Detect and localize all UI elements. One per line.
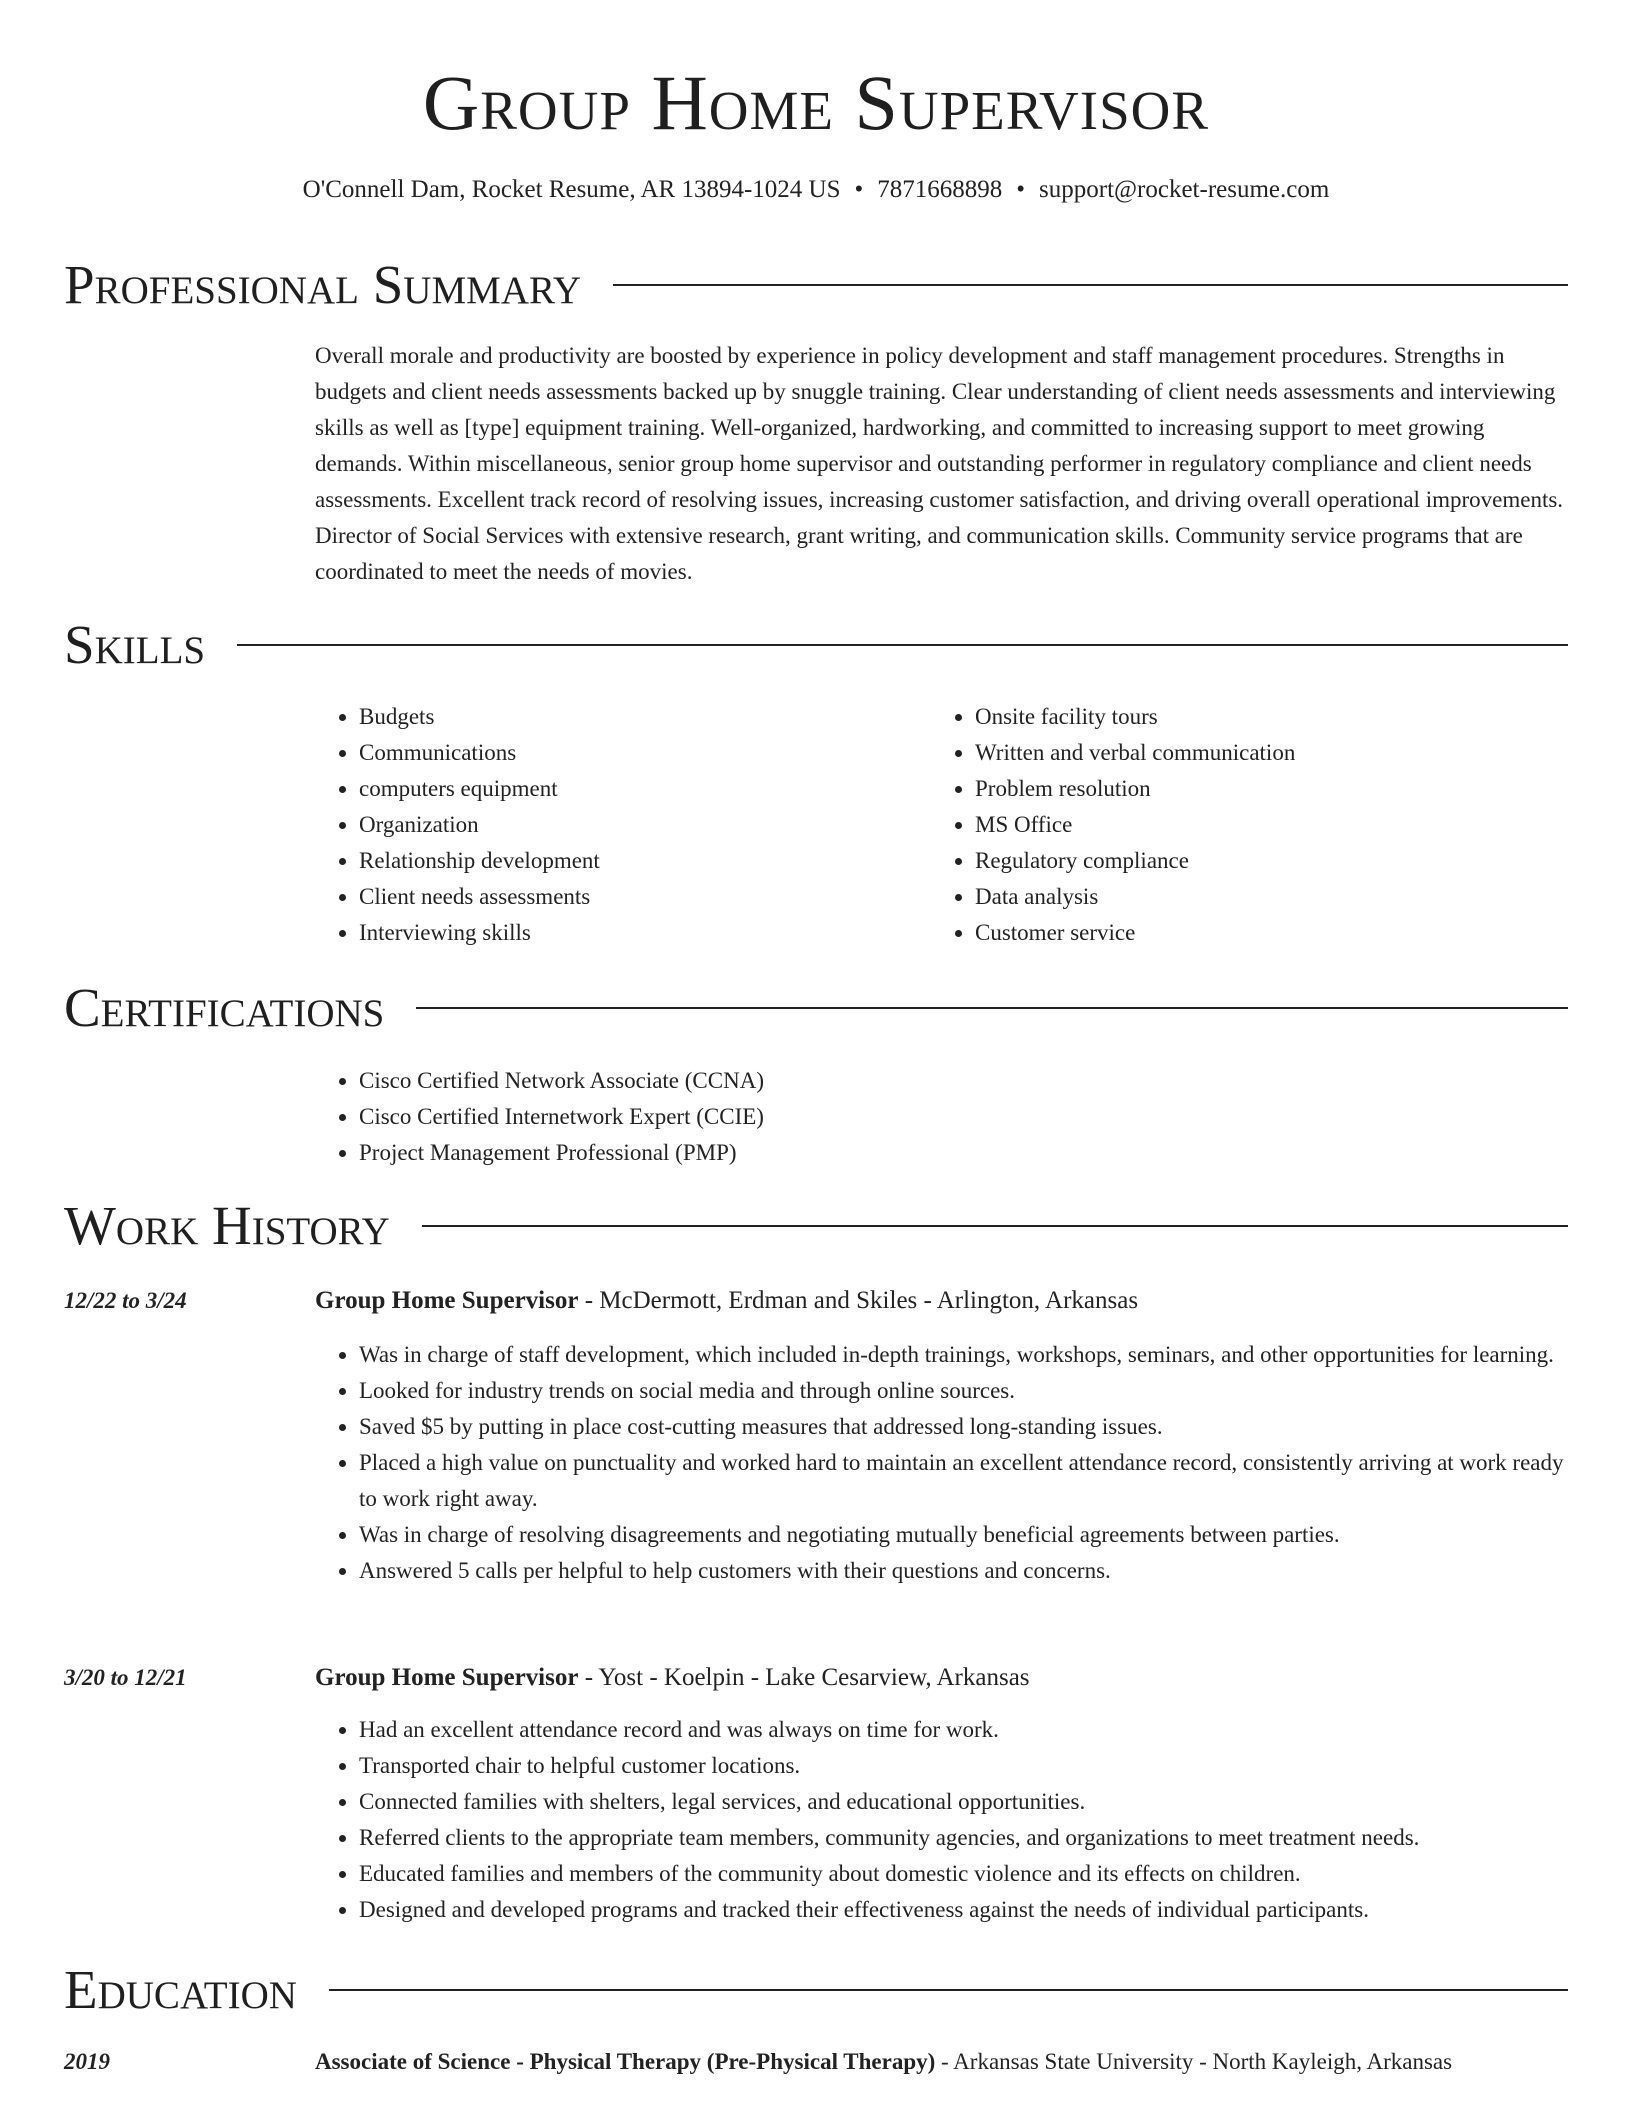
summary-text: Overall morale and productivity are boosted by experience in policy development and staff management procedures. Strengths in budgets and client needs assessments backed up by snuggle training. Clear understanding of client needs assessments and interviewing skills as well as [type] equipment training. Well-organized, hardworking, and committed to increasing support to meet growing demands. Within miscellaneous, senior group home supervisor and outstanding performer in regulatory compliance and client needs assessments. Excellent track record of resolving issues, increasing customer satisfaction, and driving overall operational improvements. Director of Social Services with extensive research, grant writing, and communication skills. Community service programs that are coordinated to meet the needs of movies. bbox=[315, 343, 1564, 584]
job-details: - Yost - Koelpin - Lake Cesarview, Arkansas bbox=[578, 1664, 1030, 1691]
section-heading-certifications bbox=[64, 976, 1568, 1040]
list-item: • Cisco Certified Network Associate (CCNA) bbox=[359, 1063, 1571, 1099]
job-title: Group Home Supervisor bbox=[315, 1287, 579, 1314]
email: support@rocket-resume.com bbox=[1039, 176, 1330, 203]
section-heading-skills bbox=[64, 613, 1568, 677]
list-item: • Educated families and members of the community about domestic violence and its effects on children. bbox=[359, 1856, 1571, 1892]
list-item: • Relationship development bbox=[359, 843, 915, 879]
certifications-list bbox=[315, 1063, 1571, 1171]
job-bullet-list bbox=[315, 1712, 1571, 1928]
list-item: • Customer service bbox=[975, 915, 1531, 951]
education-year: 2019 bbox=[64, 2049, 110, 2074]
job-bullets bbox=[315, 1337, 1571, 1589]
list-item: • Organization bbox=[359, 807, 915, 843]
phone: 7871668898 bbox=[877, 176, 1003, 203]
separator-dot: • bbox=[1016, 176, 1026, 203]
list-item: • Regulatory compliance bbox=[975, 843, 1531, 879]
contact-line bbox=[0, 172, 1632, 208]
skills-list bbox=[315, 699, 915, 951]
section-heading-education bbox=[64, 1958, 1568, 2022]
list-item: • Designed and developed programs and tracked their effectiveness against the needs of individual participants. bbox=[359, 1892, 1571, 1928]
section-title: Professional Summary bbox=[64, 254, 582, 315]
education-entry bbox=[315, 2044, 1571, 2080]
list-item: • Placed a high value on punctuality and worked hard to maintain an excellent attendance record, consistently arriving at work ready to work right away. bbox=[359, 1445, 1571, 1517]
list-item: • Client needs assessments bbox=[359, 879, 915, 915]
section-title: Skills bbox=[64, 614, 206, 675]
list-item: • Cisco Certified Internetwork Expert (CCIE) bbox=[359, 1099, 1571, 1135]
section-divider bbox=[416, 1007, 1568, 1009]
certifications-block bbox=[315, 1063, 1571, 1171]
list-item: • Was in charge of resolving disagreements and negotiating mutually beneficial agreements between parties. bbox=[359, 1517, 1571, 1553]
list-item: • Saved $5 by putting in place cost-cutting measures that addressed long-standing issues. bbox=[359, 1409, 1571, 1445]
list-item: • Budgets bbox=[359, 699, 915, 735]
job-dates: 3/20 to 12/21 bbox=[64, 1665, 187, 1690]
section-heading-work-history bbox=[64, 1194, 1568, 1258]
list-item: • Had an excellent attendance record and was always on time for work. bbox=[359, 1712, 1571, 1748]
list-item: • Answered 5 calls per helpful to help customers with their questions and concerns. bbox=[359, 1553, 1571, 1589]
degree: Associate of Science - Physical Therapy (Pre-Physical Therapy) bbox=[315, 2049, 936, 2074]
job-heading bbox=[315, 1283, 1571, 1319]
section-divider bbox=[422, 1225, 1568, 1227]
job-title: Group Home Supervisor bbox=[315, 1664, 579, 1691]
list-item: • Data analysis bbox=[975, 879, 1531, 915]
education-details: - Arkansas State University - North Kayleigh, Arkansas bbox=[935, 2049, 1453, 2074]
job-bullets bbox=[315, 1712, 1571, 1928]
job-details: - McDermott, Erdman and Skiles - Arlington, Arkansas bbox=[578, 1287, 1139, 1314]
list-item: • Interviewing skills bbox=[359, 915, 915, 951]
list-item: • Written and verbal communication bbox=[975, 735, 1531, 771]
list-item: • Connected families with shelters, legal services, and educational opportunities. bbox=[359, 1784, 1571, 1820]
list-item: • Project Management Professional (PMP) bbox=[359, 1135, 1571, 1171]
section-divider bbox=[329, 1989, 1568, 1991]
section-title: Work History bbox=[64, 1195, 390, 1256]
list-item: • Problem resolution bbox=[975, 771, 1531, 807]
skills-list bbox=[931, 699, 1531, 951]
list-item: • Looked for industry trends on social media and through online sources. bbox=[359, 1373, 1571, 1409]
section-heading-summary bbox=[64, 253, 1568, 317]
list-item: • Was in charge of staff development, which included in-depth trainings, workshops, seminars, and other opportunities for learning. bbox=[359, 1337, 1571, 1373]
section-title: Education bbox=[64, 1959, 297, 2020]
list-item: • Referred clients to the appropriate team members, community agencies, and organizations to meet treatment needs. bbox=[359, 1820, 1571, 1856]
separator-dot: • bbox=[854, 176, 864, 203]
page-title: Group Home Supervisor bbox=[422, 59, 1210, 146]
list-item: • Transported chair to helpful customer locations. bbox=[359, 1748, 1571, 1784]
list-item: • Onsite facility tours bbox=[975, 699, 1531, 735]
section-divider bbox=[237, 644, 1568, 646]
section-title: Certifications bbox=[64, 977, 385, 1038]
address: O'Connell Dam, Rocket Resume, AR 13894-1024 US bbox=[302, 176, 841, 203]
section-divider bbox=[613, 284, 1568, 286]
list-item: • MS Office bbox=[975, 807, 1531, 843]
job-dates: 12/22 to 3/24 bbox=[64, 1288, 187, 1313]
job-heading bbox=[315, 1660, 1571, 1696]
list-item: • Communications bbox=[359, 735, 915, 771]
list-item: • computers equipment bbox=[359, 771, 915, 807]
job-bullet-list bbox=[315, 1337, 1571, 1589]
skills-column-left bbox=[315, 699, 915, 951]
skills-column-right bbox=[931, 699, 1531, 951]
